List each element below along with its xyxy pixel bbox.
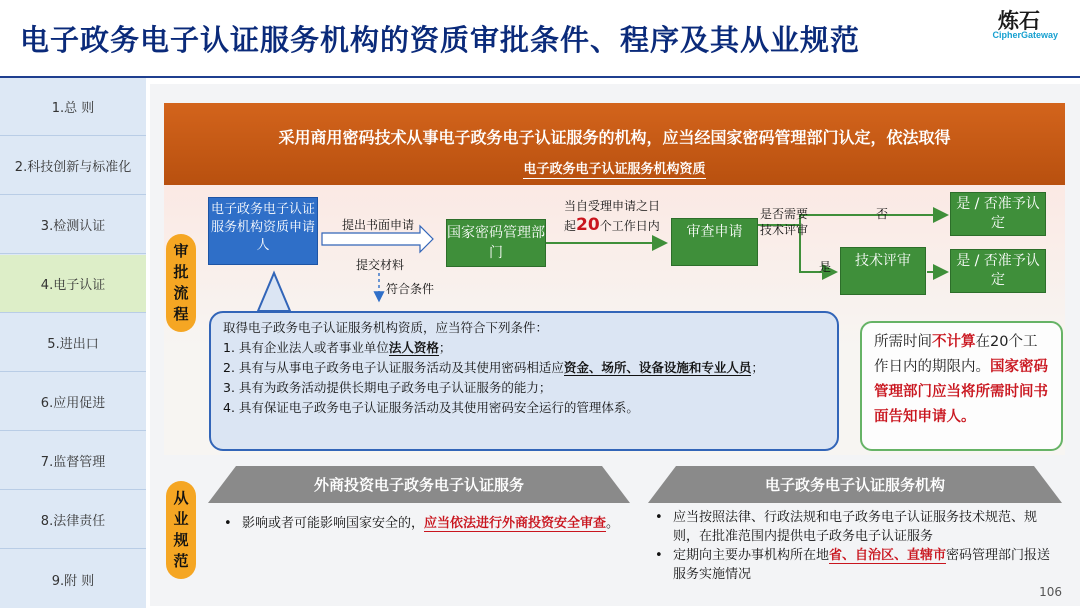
banner-subtitle: 电子政务电子认证服务机构资质 (523, 162, 706, 177)
logo-subtext: CipherGateway (992, 30, 1058, 40)
sidebar-item-e-certification[interactable] (0, 255, 146, 313)
list-item: • 定期向主要办事机构所在地省、自治区、直辖市密码管理部门报送服务实施情况 (655, 548, 1051, 582)
time-note-box: 所需时间不计算在20个工作日内的期限内。国家密码管理部门应当将所需时间书面告知申请人。 (860, 321, 1063, 451)
condition-3: 3. 具有为政务活动提供长期电子政务电子认证服务的能力； (223, 380, 552, 395)
applicant-box: 电子政务电子认证服务机构资质申请人 (208, 197, 318, 265)
sidebar-item-label: 4.电子认证 (40, 278, 106, 293)
tech-review-box: 技术评审 (840, 247, 926, 295)
header-divider (0, 76, 1080, 78)
time-note-line2: 起20个工作日内 (564, 215, 660, 235)
sidebar-item-label: 9.附 则 (51, 573, 95, 589)
material-label: 提交材料 (356, 258, 405, 272)
banner-text: 采用商用密码技术从事电子政务电子认证服务的机构，应当经国家密码管理部门认定，依法取得 (278, 128, 951, 147)
page-number: 106 (1039, 585, 1062, 599)
approval-process-label: 审 批 流 程 (166, 234, 196, 332)
callout-pointer (258, 273, 290, 311)
list-item: • 应当按照法律、行政法规和电子政务电子认证服务技术规范、规则，在批准范围内提供电子政务电子认证服务 (655, 510, 1038, 544)
need-review-line1: 是否需要 (760, 207, 809, 221)
foreign-investment-header: 外商投资电子政务电子认证服务 (313, 476, 524, 494)
sidebar-item-import-export[interactable] (0, 314, 146, 372)
sidebar-item-liability[interactable] (0, 491, 146, 549)
page-title: 电子政务电子认证服务机构的资质审批条件、程序及其从业规范 (20, 23, 861, 57)
conditions-label: 符合条件 (386, 282, 435, 296)
conditions-intro: 取得电子政务电子认证服务机构资质，应当符合下列条件： (223, 320, 549, 335)
sidebar-item-label: 5.进出口 (47, 337, 99, 352)
sidebar-item-label: 2.科技创新与标准化 (14, 160, 132, 175)
list-item: • 影响或者可能影响国家安全的，应当依法进行外商投资安全审查。 (224, 516, 620, 531)
yes-label: 是 (819, 260, 832, 274)
conditions-callout (209, 311, 839, 451)
sidebar-item-label: 1.总 则 (51, 101, 95, 116)
sidebar-item-label: 3.检测认证 (40, 219, 106, 234)
sidebar-item-label: 6.应用促进 (40, 396, 106, 411)
practice-norms-label: 从 业 规 范 (166, 481, 196, 579)
condition-1: 1. 具有企业法人或者事业单位法人资格； (223, 340, 452, 355)
authority-box: 国家密码管理部门 (446, 219, 546, 267)
sidebar (0, 78, 146, 608)
sidebar-item-label: 7.监督管理 (40, 455, 106, 470)
result-box-top: 是 / 否准予认定 (950, 192, 1046, 236)
sidebar-item-promotion[interactable] (0, 373, 146, 431)
foreign-investment-bullets (224, 513, 634, 535)
review-box: 审查申请 (671, 218, 758, 266)
service-agency-header: 电子政务电子认证服务机构 (764, 476, 945, 494)
sidebar-item-general[interactable] (0, 78, 146, 136)
result-box-bottom: 是 / 否准予认定 (950, 249, 1046, 293)
service-agency-bullets (655, 508, 1060, 584)
sidebar-item-supervision[interactable] (0, 432, 146, 490)
condition-2: 2. 具有与从事电子政务电子认证服务活动及其使用密码相适应资金、场所、设备设施和专业人员； (223, 360, 764, 375)
need-review-line2: 技术评审 (760, 223, 809, 237)
logo-text: 炼石 (998, 9, 1040, 33)
submit-label: 提出书面申请 (342, 218, 415, 232)
sidebar-item-label: 8.法律责任 (40, 514, 106, 529)
condition-4: 4. 具有保证电子政务电子认证服务活动及其使用密码安全运行的管理体系。 (223, 400, 639, 415)
time-note-line1: 当自受理申请之日 (564, 199, 661, 213)
sidebar-item-appendix[interactable] (0, 550, 146, 608)
sidebar-item-testing[interactable] (0, 196, 146, 254)
sidebar-item-innovation[interactable] (0, 137, 146, 195)
no-label: 否 (876, 207, 889, 221)
